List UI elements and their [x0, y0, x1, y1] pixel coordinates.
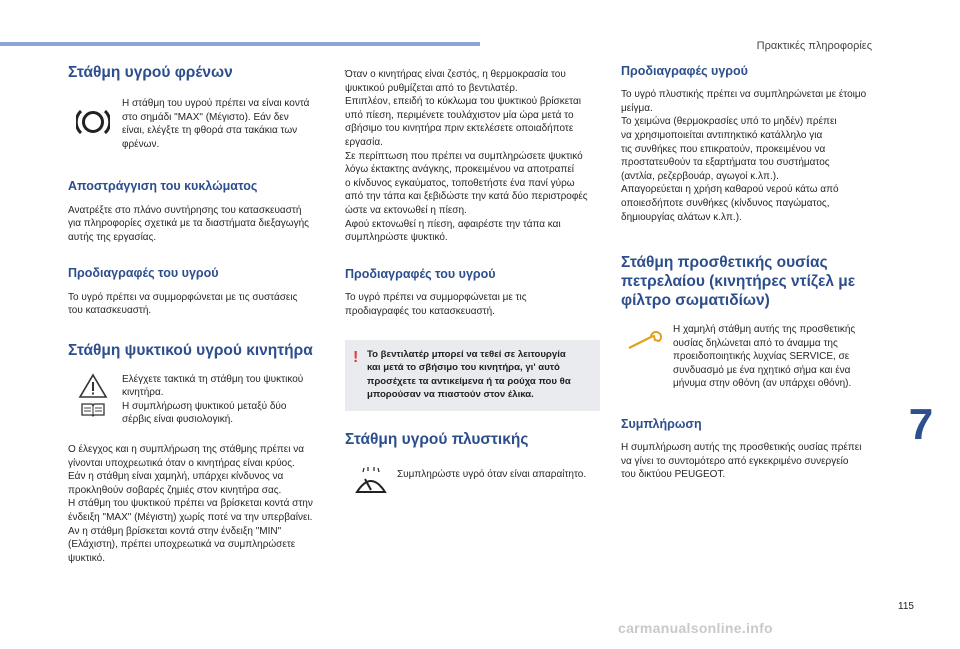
exclamation-icon: !: [353, 349, 359, 367]
coolant-detail-text: Ο έλεγχος και η συμπλήρωση της στάθμης πρέπει να γίνονται υποχρεωτικά όταν ο κινητήρας είναι κρύος. Εάν η στάθμη είναι χαμηλή, υπάρχει κίνδυνος να προκληθούν σοβαρές ζημιές στον κινητήρα σας. Η στάθμη του ψυκτικού πρέπει να βρίσκεται κοντά στην ένδειξη "MAX" (Μέγιστη) χωρίς ποτέ να την υπερβαίνει. Αν η στάθμη βρίσκεται κοντά στην ένδειξη "MIN" (Ελάχιστη), πρέπει υποχρεωτικά να συμπληρώσετε ψυκτικό.: [68, 444, 313, 564]
column-left: [68, 64, 330, 565]
hot-engine-text: Όταν ο κινητήρας είναι ζεστός, η θερμοκρασία του ψυκτικού ρυθμίζεται από το βεντιλατέρ. Επιπλέον, επειδή το κύκλωμα του ψυκτικού βρίσκεται υπό πίεση, περιμένετε τουλάχιστον μία ώρα μετά το σβήσιμο του κινητήρα πριν εκτελέσετε οποιαδήποτε εργασία. Σε περίπτωση που πρέπει να συμπληρώσετε ψυκτικό λόγω έκτακτης ανάγκης, προκειμένου να αποτραπεί ο κίνδυνος εγκαύματος, τοποθετήστε ένα πανί γύρω από την τάπα και ξεβιδώστε την κατά δύο περιστροφές ώστε να εκτονωθεί η πίεση. Αφού εκτονωθεί η πίεση, αφαιρέστε την τάπα και συμπληρώστε ψυκτικό.: [345, 69, 588, 244]
brake-warning-icon: [68, 97, 118, 137]
coolant-title: Στάθμη ψυκτικού υγρού κινητήρα: [68, 341, 313, 359]
brake-fluid-block: [68, 97, 330, 151]
washer-fluid-text: Συμπληρώστε υγρό όταν είναι απαραίτητο.: [397, 469, 587, 480]
coolant-spec-title: Προδιαγραφές του υγρού: [345, 266, 496, 281]
fan-warning-box: [345, 340, 600, 411]
service-wrench-icon: [621, 323, 671, 351]
column-middle: [345, 68, 600, 494]
header-rule: [0, 42, 480, 46]
warning-triangle-icon: [78, 373, 108, 399]
drain-circuit-text: Ανατρέξτε στο πλάνο συντήρησης του κατασκευαστή για πληροφορίες σχετικά με τα διαστήματα διεξαγωγής αυτής της εργασίας.: [68, 204, 309, 243]
watermark: carmanualsonline.info: [618, 620, 773, 636]
chapter-number: 7: [908, 400, 934, 449]
additive-text: Η χαμηλή στάθμη αυτής της προσθετικής ουσίας δηλώνεται από το άναμμα της προειδοποιητικής λυχνίας SERVICE, σε συνδυασμό με ένα ηχητικό σήμα και ένα μήνυμα στην οθόνη (αν υπάρχει οθόνη).: [673, 323, 856, 390]
washer-spec-title: Προδιαγραφές υγρού: [621, 64, 748, 78]
fan-warning-text: Το βεντιλατέρ μπορεί να τεθεί σε λειτουργία και μετά το σβήσιμο του κινητήρα, γι' αυτό προσέχετε τα αντικείμενα ή τα ρούχα που θα μπορούσαν να πιαστούν στον έλικα.: [367, 349, 571, 400]
coolant-spec-text: Το υγρό πρέπει να συμμορφώνεται με τις προδιαγραφές του κατασκευαστή.: [345, 291, 527, 317]
page-number: 115: [898, 601, 914, 612]
fluid-spec-text: Το υγρό πρέπει να συμμορφώνεται με τις συστάσεις του κατασκευαστή.: [68, 291, 298, 317]
refill-title: Συμπλήρωση: [621, 416, 702, 431]
brake-fluid-title: Στάθμη υγρού φρένων: [68, 64, 233, 81]
fluid-spec-title: Προδιαγραφές του υγρού: [68, 266, 219, 281]
coolant-icons: [68, 373, 118, 417]
coolant-check-text: Ελέγχετε τακτικά τη στάθμη του ψυκτικού κινητήρα. Η συμπλήρωση ψυκτικού μεταξύ δύο σέρβις είναι φυσιολογική.: [122, 373, 304, 426]
washer-fluid-title: Στάθμη υγρού πλυστικής: [345, 431, 529, 449]
drain-circuit-title: Αποστράγγιση του κυκλώματος: [68, 179, 258, 194]
washer-spec-text: Το υγρό πλυστικής πρέπει να συμπληρώνεται με έτοιμο μείγμα. Το χειμώνα (θερμοκρασίες υπό το μηδέν) πρέπει να χρησιμοποιείται αντιπηκτικό κατάλληλο για τις συνθήκες που επικρατούν, προκειμένου να προστατευθούν τα εξαρτήματα του συστήματος (αντλία, ρεζερβουάρ, αγωγοί κ.λπ.). Απαγορεύεται η χρήση καθαρού νερού κάτω από οποιεσδήποτε συνθήκες (κίνδυνος παγώματος, δημιουργίας αλάτων κ.λπ.).: [621, 89, 867, 223]
column-right: [621, 64, 874, 482]
coolant-block: [68, 373, 330, 427]
additive-title: Στάθμη προσθετικής ουσίας πετρελαίου (κινητήρες ντίζελ με φίλτρο σωματιδίων): [621, 254, 856, 309]
washer-fluid-block: [345, 466, 600, 494]
manual-book-icon: [80, 401, 106, 417]
refill-text: Η συμπλήρωση αυτής της προσθετικής ουσίας πρέπει να γίνει το συντομότερο από εγκεκριμένο συνεργείο του δικτύου PEUGEOT.: [621, 442, 862, 481]
windscreen-washer-icon: [345, 466, 397, 494]
section-title: Πρακτικές πληροφορίες: [756, 40, 872, 52]
additive-block: [621, 323, 874, 391]
brake-fluid-text: Η στάθμη του υγρού πρέπει να είναι κοντά στο σημάδι "MAX" (Μέγιστο). Εάν δεν είναι, ελέγξτε τη φθορά στα τακάκια των φρένων.: [122, 97, 310, 150]
